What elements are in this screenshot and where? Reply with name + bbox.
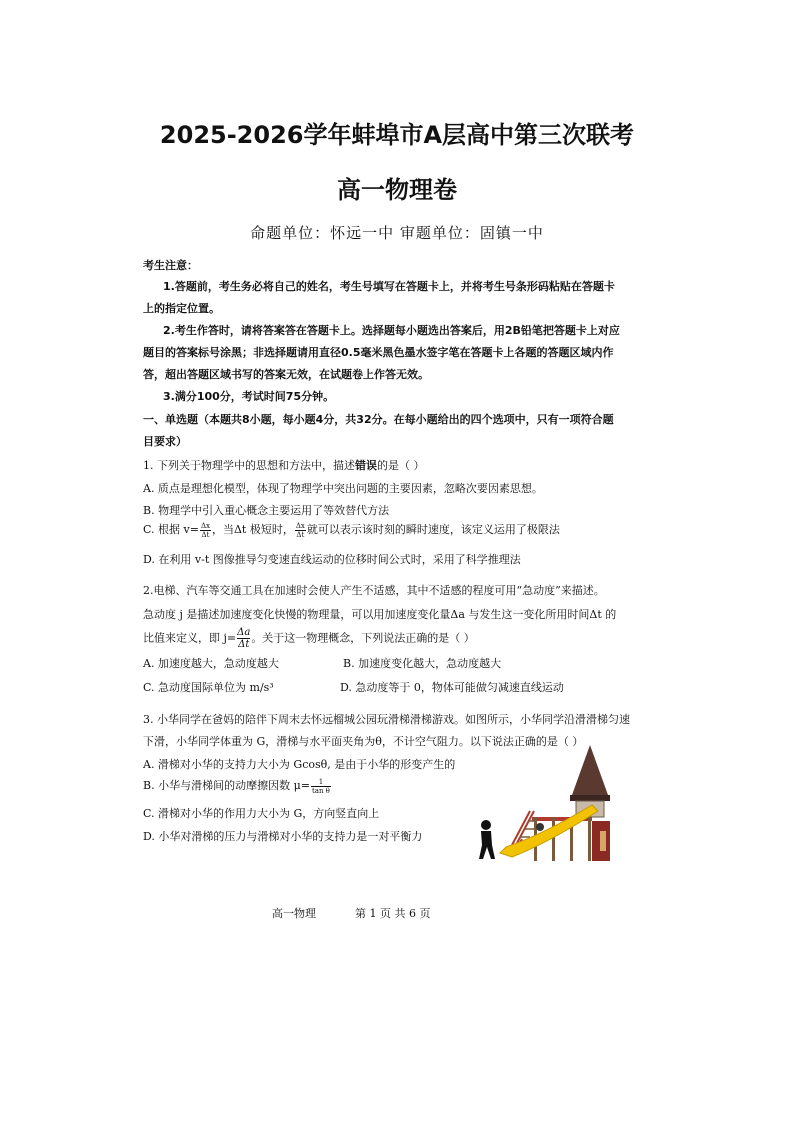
- slide-frame: [512, 811, 610, 861]
- notice-heading: 考生注意：: [143, 259, 198, 272]
- question-2-line-3: [143, 627, 475, 650]
- question-1-option-b: B. 物理学中引入重心概念主要运用了等效替代方法: [143, 504, 390, 517]
- footer-subject: 高一物理: [272, 907, 316, 920]
- question-3-option-c: C. 滑梯对小华的作用力大小为 G，方向竖直向上: [143, 807, 380, 820]
- notice-item-1-line-1: 1.答题前，考生务必将自己的姓名，考生号填写在答题卡上，并将考生号条形码粘贴在答题卡: [163, 280, 615, 293]
- playground-slide-illustration: [472, 745, 618, 865]
- question-2-option-d: D. 急动度等于 0，物体可能做匀减速直线运动: [340, 681, 564, 694]
- option-c-text-3: 就可以表示该时刻的瞬时速度，该定义运用了极限法: [306, 523, 560, 536]
- section-heading-line-1: 一、单选题（本题共8小题，每小题4分，共32分。在每小题给出的四个选项中，只有一项符合题: [143, 413, 614, 426]
- exam-units: 命题单位：怀远一中 审题单位：固镇一中: [250, 224, 544, 242]
- question-1-option-d: D. 在利用 v-t 图像推导匀变速直线运动的位移时间公式时，采用了科学推理法: [143, 553, 521, 566]
- child-silhouette: [479, 820, 495, 859]
- question-1-stem-end: 的是（ ）: [377, 459, 425, 472]
- question-3-option-b: [143, 777, 332, 795]
- question-2-line-2: 急动度 j 是描述加速度变化快慢的物理量，可以用加速度变化量Δa 与发生这一变化所用时间Δt 的: [143, 608, 617, 621]
- fraction-1-over-tan: $\frac{1}{\text{tan θ}}$: [311, 777, 330, 795]
- question-2-option-b: B. 加速度变化越大，急动度越大: [343, 657, 502, 670]
- question-2-line-1: 2.电梯、汽车等交通工具在加速时会使人产生不适感，其中不适感的程度可用“急动度”来描述。: [143, 584, 605, 597]
- question-3-option-a: A. 滑梯对小华的支持力大小为 Gcosθ, 是由于小华的形变产生的: [143, 758, 456, 771]
- option-c-text-1: C. 根据 v=: [143, 523, 199, 536]
- notice-item-2-line-1: 2.考生作答时，请将答案答在答题卡上。选择题每小题选出答案后，用2B铅笔把答题卡上对应: [163, 324, 620, 337]
- notice-item-2-line-2: 题目的答案标号涂黑；非选择题请用直径0.5毫米黑色墨水签字笔在答题卡上各题的答题区域内作: [143, 346, 614, 359]
- fraction-dx-dt: $\frac{\Delta x}{\Delta t}$: [200, 521, 210, 539]
- question-1-emphasis: 错误: [355, 459, 377, 472]
- option-b-text: B. 小华与滑梯间的动摩擦因数 μ=: [143, 779, 310, 792]
- exam-title: 2025-2026学年蚌埠市A层高中第三次联考: [159, 121, 635, 149]
- child-on-slide: [536, 823, 544, 831]
- yellow-slide: [500, 805, 598, 857]
- notice-item-1-line-2: 上的指定位置。: [143, 302, 220, 315]
- question-1-stem-text: 1. 下列关于物理学中的思想和方法中，描述: [143, 459, 355, 472]
- section-heading-line-2: 目要求）: [143, 435, 187, 448]
- question-3-option-d: D. 小华对滑梯的压力与滑梯对小华的支持力是一对平衡力: [143, 830, 423, 843]
- question-1-stem: [143, 457, 425, 473]
- fraction-da-dt: $\frac{\Delta a}{\Delta t}$: [237, 627, 251, 650]
- question-1-option-c: [143, 521, 560, 539]
- question-2-option-c: C. 急动度国际单位为 m/s³: [143, 681, 274, 694]
- question-2-line-3-text: 比值来定义，即 j=: [143, 631, 237, 645]
- question-2-option-a: A. 加速度越大，急动度越大: [143, 657, 279, 670]
- footer-page-number: 第 1 页 共 6 页: [355, 907, 431, 920]
- notice-item-3: 3.满分100分，考试时间75分钟。: [163, 390, 335, 403]
- question-3-line-1: 3. 小华同学在爸妈的陪伴下周末去怀远榴城公园玩滑梯滑梯游戏。如图所示，小华同学沿滑滑梯匀速: [143, 713, 630, 726]
- question-2-line-3-end: 。关于这一物理概念，下列说法正确的是（ ）: [251, 631, 475, 645]
- notice-item-2-line-3: 答，超出答题区域书写的答案无效，在试题卷上作答无效。: [143, 368, 429, 381]
- fraction-dx-dt-2: $\frac{\Delta x}{\Delta t}$: [295, 521, 305, 539]
- exam-subtitle: 高一物理卷: [337, 176, 457, 204]
- question-3-line-2: 下滑，小华同学体重为 G，滑梯与水平面夹角为θ，不计空气阻力。以下说法正确的是（ ）: [143, 735, 584, 748]
- question-1-option-a: A. 质点是理想化模型，体现了物理学中突出问题的主要因素，忽略次要因素思想。: [143, 482, 543, 495]
- option-c-text-2: ，当Δt 极短时，: [211, 523, 294, 536]
